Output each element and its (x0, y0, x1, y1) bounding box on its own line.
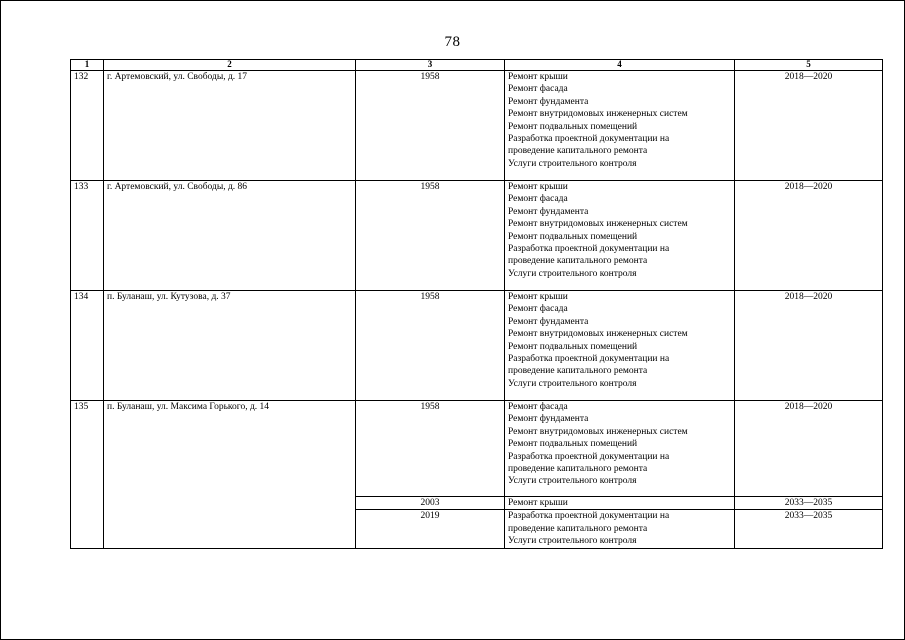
table-row (71, 181, 883, 291)
work-item: Ремонт внутридомовых инженерных систем (508, 219, 688, 230)
work-item: Ремонт подвальных помещений (508, 341, 638, 352)
work-item: Ремонт фундамента (508, 206, 589, 217)
column-header: 5 (735, 60, 883, 71)
work-item: Ремонт подвальных помещений (508, 121, 638, 132)
work-item: Разработка проектной документации на (508, 511, 670, 522)
work-item: проведение капитального ремонта (508, 464, 648, 475)
header-row (71, 60, 883, 71)
period-cell: 2033—2035 (735, 510, 883, 549)
period-cell: 2018—2020 (735, 401, 883, 497)
table-row (71, 291, 883, 401)
works-cell (505, 71, 735, 181)
works-cell (505, 497, 735, 510)
work-item: Разработка проектной документации на (508, 451, 670, 462)
works-cell (505, 510, 735, 549)
column-header: 2 (104, 60, 356, 71)
address-cell: г. Артемовский, ул. Свободы, д. 86 (104, 181, 356, 291)
work-item: Ремонт внутридомовых инженерных систем (508, 329, 688, 340)
work-item: Ремонт крыши (508, 182, 568, 192)
column-header: 4 (505, 60, 735, 71)
year-cell: 2003 (356, 497, 505, 510)
page-number: 78 (444, 34, 461, 50)
work-item: Ремонт фундамента (508, 316, 589, 327)
work-item: Услуги строительного контроля (508, 476, 637, 487)
work-item: Ремонт фундамента (508, 414, 589, 425)
works-cell (505, 291, 735, 401)
work-item: Разработка проектной документации на (508, 134, 670, 145)
row-number: 134 (71, 291, 104, 401)
row-number: 132 (71, 71, 104, 181)
year-cell: 2019 (356, 510, 505, 549)
work-item: Ремонт крыши (508, 498, 568, 508)
column-header: 1 (71, 60, 104, 71)
address-cell: г. Артемовский, ул. Свободы, д. 17 (104, 71, 356, 181)
work-item: проведение капитального ремонта (508, 146, 648, 157)
period-cell: 2018—2020 (735, 181, 883, 291)
period-cell: 2018—2020 (735, 291, 883, 401)
work-item: Ремонт внутридомовых инженерных систем (508, 426, 688, 437)
work-item: Услуги строительного контроля (508, 378, 637, 389)
work-item: проведение капитального ремонта (508, 256, 648, 267)
year-cell: 1958 (356, 71, 505, 181)
address-cell: п. Буланаш, ул. Кутузова, д. 37 (104, 291, 356, 401)
work-item: проведение капитального ремонта (508, 366, 648, 377)
work-item: Разработка проектной документации на (508, 354, 670, 365)
period-cell: 2018—2020 (735, 71, 883, 181)
work-item: Разработка проектной документации на (508, 244, 670, 255)
period-cell: 2033—2035 (735, 497, 883, 510)
work-item: Услуги строительного контроля (508, 268, 637, 279)
work-item: Ремонт фасада (508, 402, 568, 412)
address-cell: п. Буланаш, ул. Максима Горького, д. 14 (104, 401, 356, 549)
work-item: Ремонт фасада (508, 304, 568, 315)
work-item: Ремонт внутридомовых инженерных систем (508, 109, 688, 120)
work-item: Ремонт крыши (508, 292, 568, 302)
table-row (71, 71, 883, 181)
works-cell (505, 401, 735, 497)
year-cell: 1958 (356, 181, 505, 291)
work-item: Услуги строительного контроля (508, 536, 637, 547)
row-number: 135 (71, 401, 104, 549)
works-cell (505, 181, 735, 291)
row-number: 133 (71, 181, 104, 291)
work-item: Ремонт подвальных помещений (508, 231, 638, 242)
column-header: 3 (356, 60, 505, 71)
register-table (70, 59, 883, 549)
table-row (71, 401, 883, 497)
work-item: Ремонт фундамента (508, 96, 589, 107)
year-cell: 1958 (356, 291, 505, 401)
work-item: Услуги строительного контроля (508, 158, 637, 169)
year-cell: 1958 (356, 401, 505, 497)
work-item: проведение капитального ремонта (508, 523, 648, 534)
work-item: Ремонт крыши (508, 72, 568, 82)
work-item: Ремонт фасада (508, 84, 568, 95)
work-item: Ремонт фасада (508, 194, 568, 205)
work-item: Ремонт подвальных помещений (508, 439, 638, 450)
